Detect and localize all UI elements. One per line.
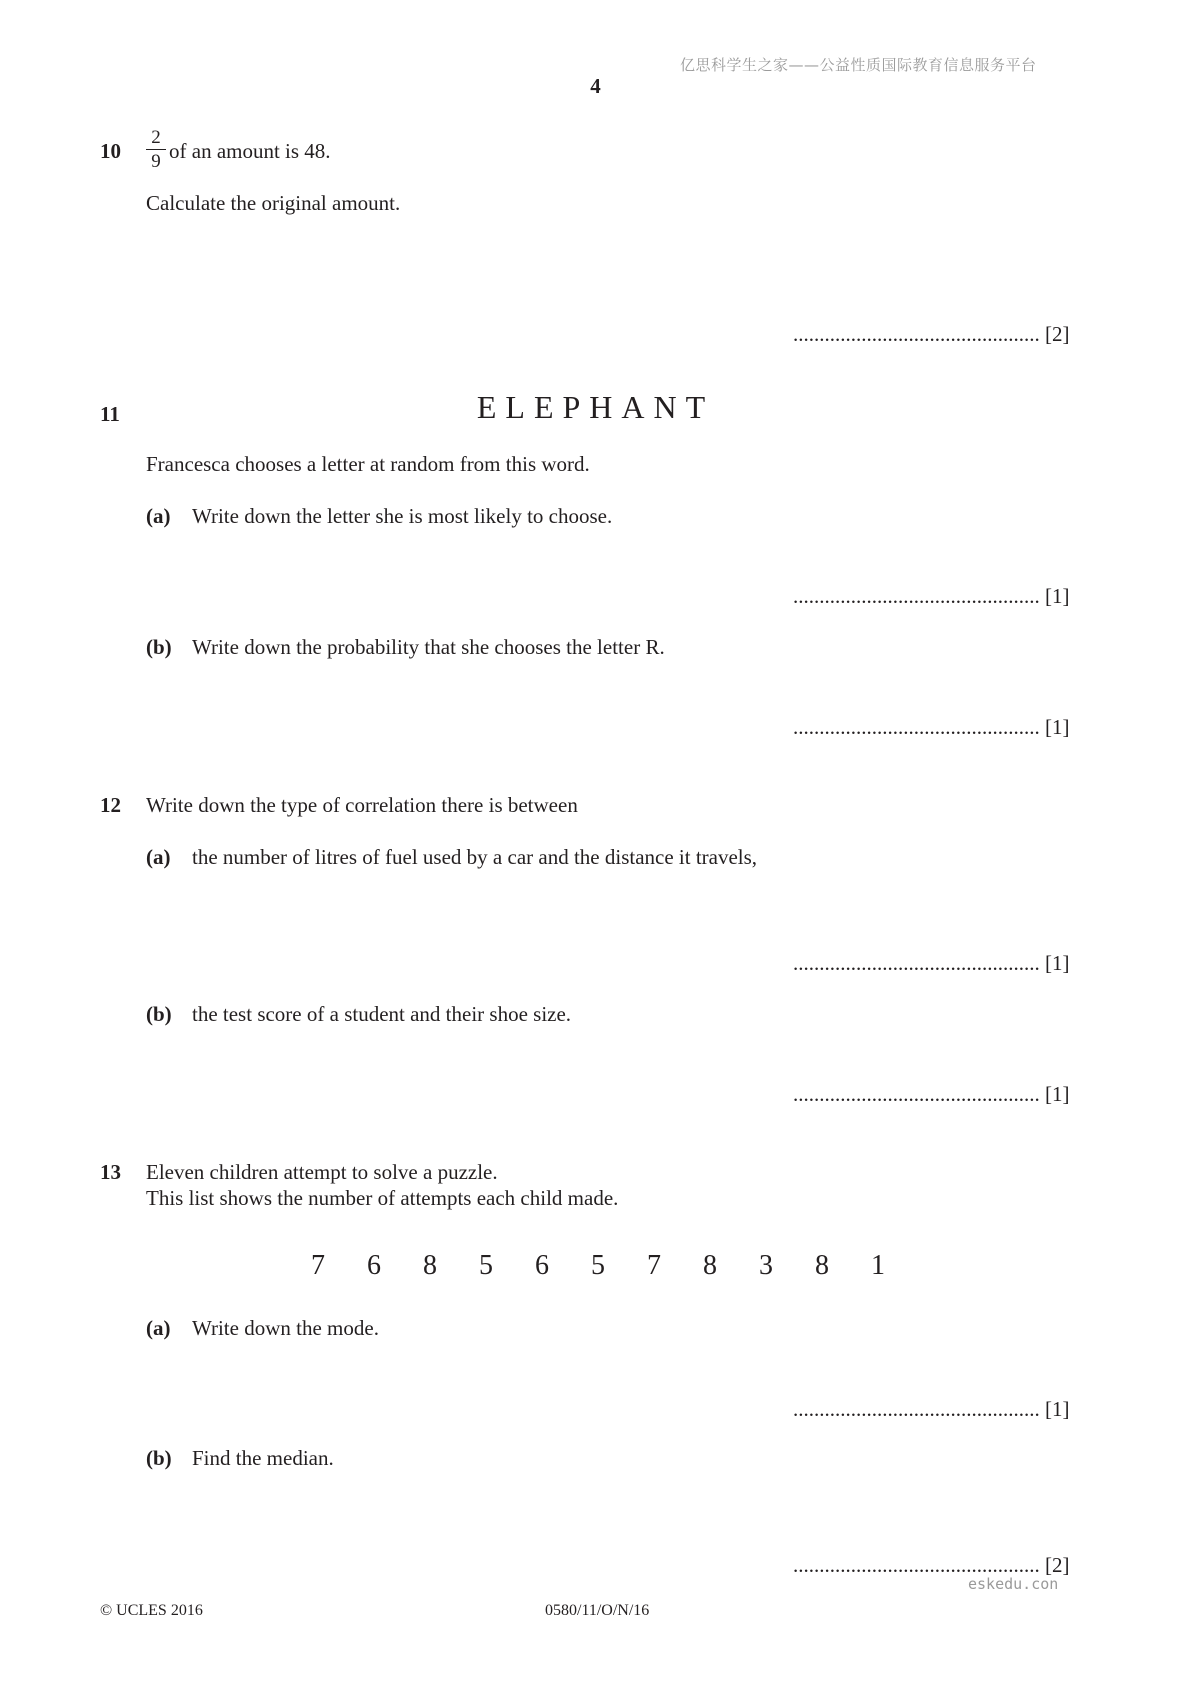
- answer-dots: ...............................................: [793, 951, 1040, 975]
- question-11a-text: Write down the letter she is most likely to choose.: [192, 504, 613, 528]
- question-10-answer-line[interactable]: [793, 322, 1070, 347]
- question-11b-label: (b): [146, 635, 172, 659]
- fraction-numerator: 2: [151, 127, 161, 148]
- question-11a-answer-line[interactable]: [793, 584, 1070, 609]
- question-11b-text: Write down the probability that she chooses the letter R.: [192, 635, 665, 659]
- data-value: 1: [871, 1250, 885, 1281]
- data-value: 5: [591, 1250, 605, 1281]
- question-12-number: 12: [100, 793, 121, 817]
- question-10-stem: of an amount is 48.: [169, 139, 331, 163]
- question-13b-text: Find the median.: [192, 1446, 334, 1470]
- question-13a-text: Write down the mode.: [192, 1316, 379, 1340]
- answer-dots: ...............................................: [793, 1082, 1040, 1106]
- answer-dots: ...............................................: [793, 1553, 1040, 1577]
- question-12-intro: Write down the type of correlation there is between: [146, 793, 578, 817]
- answer-dots: ...............................................: [793, 715, 1040, 739]
- question-13-intro-line2: This list shows the number of attempts each child made.: [146, 1186, 619, 1210]
- question-11-intro: Francesca chooses a letter at random from this word.: [146, 452, 590, 476]
- data-value: 6: [367, 1250, 381, 1281]
- question-12a-text: the number of litres of fuel used by a car and the distance it travels,: [192, 845, 758, 869]
- data-value: 8: [703, 1250, 717, 1281]
- watermark-top: 亿思科学生之家——公益性质国际教育信息服务平台: [680, 56, 1037, 74]
- question-13-intro-line1: Eleven children attempt to solve a puzzle.: [146, 1160, 498, 1184]
- data-value: 6: [535, 1250, 549, 1281]
- word-elephant: ELEPHANT: [476, 389, 715, 425]
- watermark-bottom: eskedu.con: [968, 1575, 1059, 1593]
- data-value: 5: [479, 1250, 493, 1281]
- fraction-two-ninths: [146, 128, 166, 171]
- data-value: 7: [311, 1250, 325, 1281]
- footer-paper-code: 0580/11/O/N/16: [545, 1602, 650, 1619]
- question-13b-marks: [2]: [1045, 1553, 1070, 1577]
- question-12b-marks: [1]: [1045, 1082, 1070, 1106]
- question-12b-label: (b): [146, 1002, 172, 1026]
- page-number: 4: [590, 74, 601, 98]
- question-13a-label: (a): [146, 1316, 171, 1340]
- question-12b-text: the test score of a student and their shoe size.: [192, 1002, 572, 1026]
- question-13a-answer-line[interactable]: [793, 1397, 1070, 1422]
- fraction-denominator: 9: [151, 151, 161, 172]
- data-value: 8: [423, 1250, 437, 1281]
- answer-dots: ...............................................: [793, 584, 1040, 608]
- question-13a-marks: [1]: [1045, 1397, 1070, 1421]
- question-11b-answer-line[interactable]: [793, 715, 1070, 740]
- footer-copyright: © UCLES 2016: [100, 1602, 203, 1619]
- attempts-data-list: [290, 1250, 906, 1282]
- question-12b-answer-line[interactable]: [793, 1082, 1070, 1107]
- question-13-number: 13: [100, 1160, 121, 1184]
- data-value: 3: [759, 1250, 773, 1281]
- answer-dots: ...............................................: [793, 322, 1040, 346]
- question-11b-marks: [1]: [1045, 715, 1070, 739]
- fraction-bar: [146, 149, 166, 150]
- data-value: 8: [815, 1250, 829, 1281]
- question-11a-label: (a): [146, 504, 171, 528]
- question-12a-marks: [1]: [1045, 951, 1070, 975]
- data-value: 7: [647, 1250, 661, 1281]
- question-11-number: 11: [100, 402, 120, 426]
- question-10-marks: [2]: [1045, 322, 1070, 346]
- question-13b-label: (b): [146, 1446, 172, 1470]
- question-12a-label: (a): [146, 845, 171, 869]
- question-10-instruction: Calculate the original amount.: [146, 191, 401, 215]
- answer-dots: ...............................................: [793, 1397, 1040, 1421]
- question-12a-answer-line[interactable]: [793, 951, 1070, 976]
- question-11a-marks: [1]: [1045, 584, 1070, 608]
- question-10-number: 10: [100, 139, 121, 163]
